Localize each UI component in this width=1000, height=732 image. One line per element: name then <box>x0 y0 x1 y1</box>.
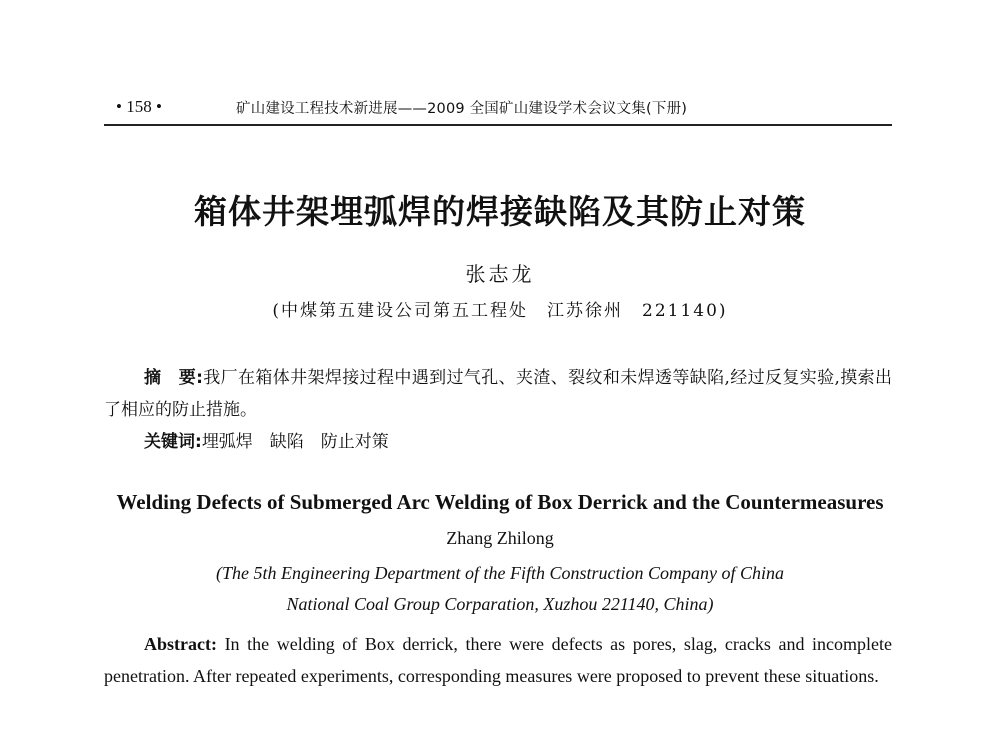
abstract-cn-label: 摘 要: <box>144 368 203 388</box>
page-number: • 158 • <box>116 97 162 116</box>
affiliation-en-line2: National Coal Group Corparation, Xuzhou 221140, China) <box>286 594 714 614</box>
journal-title: 矿山建设工程技术新进展——2009 全国矿山建设学术会议文集(下册) <box>236 101 688 117</box>
header-rule <box>104 124 892 126</box>
abstract-cn-text: 我厂在箱体井架焊接过程中遇到过气孔、夹渣、裂纹和未焊透等缺陷,经过反复实验,摸索出了相应的防止措施。 <box>104 368 892 420</box>
abstract-en <box>104 628 892 692</box>
keywords-cn-label: 关键词: <box>144 432 202 452</box>
abstract-en-label: Abstract: <box>144 634 217 654</box>
affiliation-en <box>0 558 1000 620</box>
paper-title-cn: 箱体井架埋弧焊的焊接缺陷及其防止对策 <box>194 192 806 231</box>
affiliation-en-line1: (The 5th Engineering Department of the Fifth Construction Company of China <box>216 563 784 583</box>
affiliation-cn: (中煤第五建设公司第五工程处 江苏徐州 221140) <box>272 301 728 321</box>
keywords-cn <box>104 426 932 458</box>
author-en: Zhang Zhilong <box>446 528 554 548</box>
running-header <box>104 95 892 119</box>
abstract-en-text: In the welding of Box derrick, there were defects as pores, slag, cracks and incomplete penetration. After repeated experiments, corresponding measures were proposed to prevent these situations. <box>104 634 892 686</box>
keywords-cn-text: 埋弧焊 缺陷 防止对策 <box>201 432 389 452</box>
abstract-cn <box>104 362 892 426</box>
paper-title-en: Welding Defects of Submerged Arc Welding of Box Derrick and the Countermeasures <box>116 490 884 514</box>
author-cn: 张志龙 <box>465 262 535 286</box>
